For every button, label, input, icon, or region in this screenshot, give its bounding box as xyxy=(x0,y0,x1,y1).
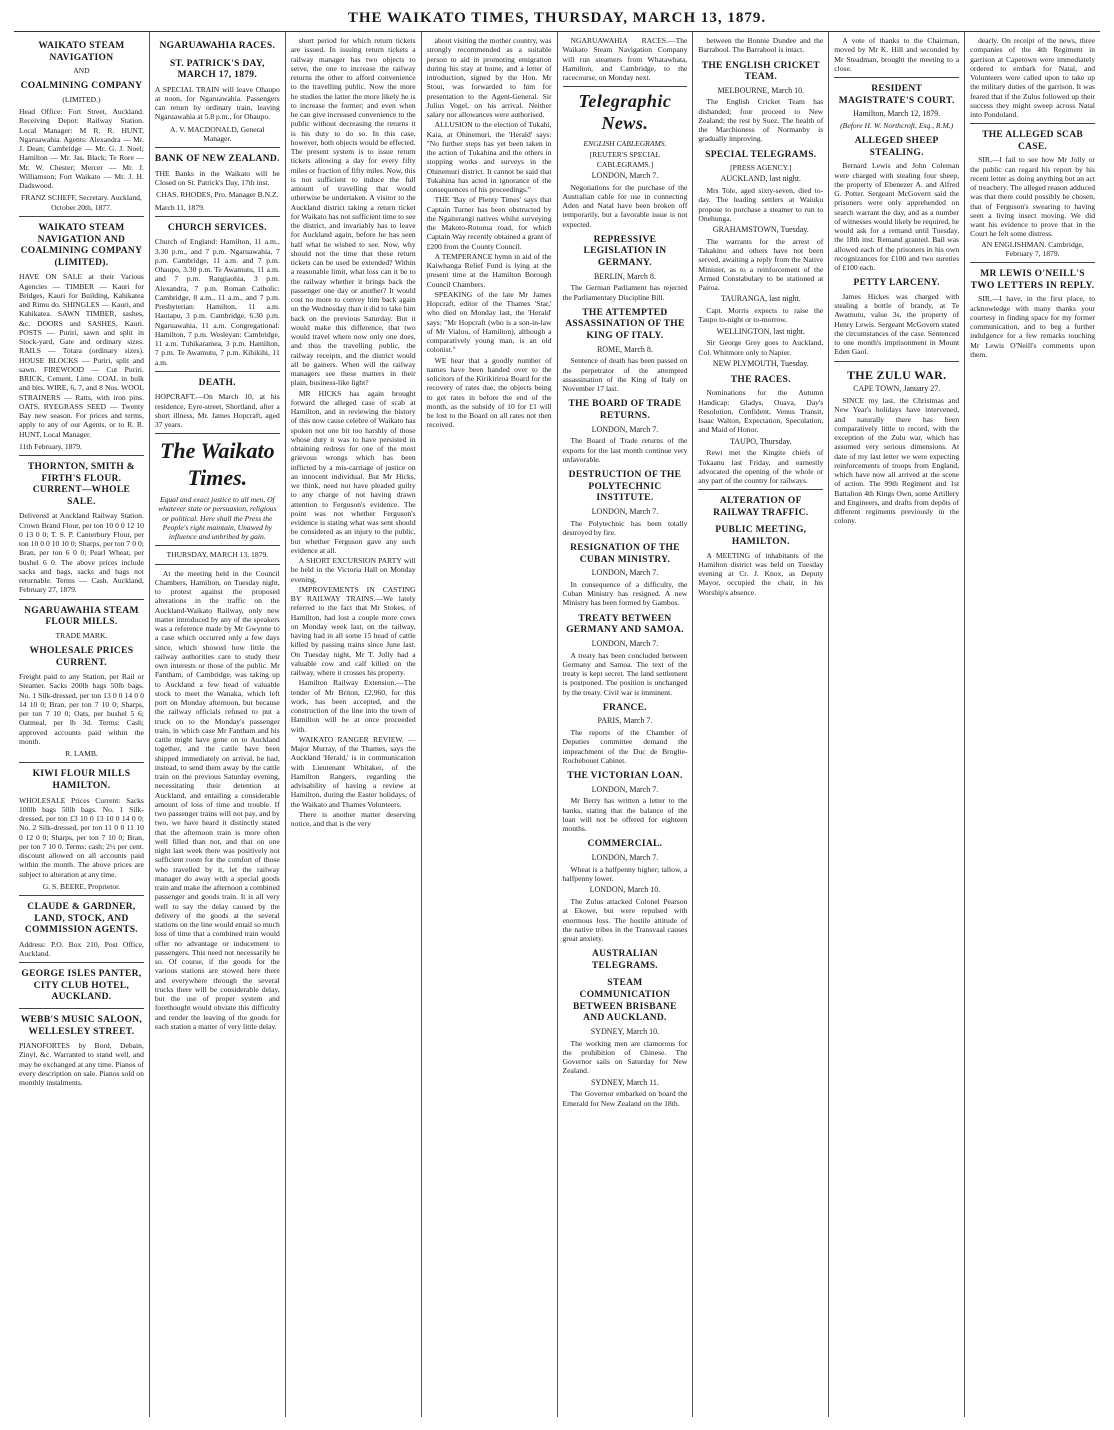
headline: THE ZULU WAR. xyxy=(847,367,947,382)
article-body: SINCE my last, the Christmas and New Year's holidays have intervened, and naturally there has been comparatively little to record, with the exception of the Zulu war, which has assumed very serious dimensions. At date of my last letter we were expecting reinforcements of troops from England, which have now all arrived at the scene of action. The 99th Regiment and 1st Battalion 4th Kings Own, some Artillery and Engineers, and drafts from depôts of different regiments previously in the colony. xyxy=(834,396,960,526)
article-body: Hamilton Railway Extension.—The tender of Mr Briton, £2,960, for this work, has been accepted, and the construction of the line into the town of Hamilton will be at once proceeded with. xyxy=(290,678,416,734)
article-body: Rewi met the Kingite chiefs of Tokaanu last Friday, and earnestly advocated the opening of the whole or any part of the country for railways. xyxy=(698,448,824,486)
article-body: ALLUSION to the election of Tukahi, Kaia, at Ohinemuri, the 'Herald' says: "No further steps has yet been taken in the action of Tukahina and the others in stopping works and surveys in the Ohinemuri district. It cannot be said that Tukahina has acted in ignorance of the consequences of his proceedings." xyxy=(426,120,552,194)
divider xyxy=(970,123,1095,124)
ad-title: WAIKATO STEAM NAVIGATION xyxy=(38,41,125,63)
ad-body: Freight paid to any Station, per Rail or Steamer. Sacks 200lb bags 50lb bags. No. 1 Silk-dressed, per ton 13 0 0 14 0 0 14 10 0; Bran, per ton 7 10 0; Sharps, per ton 7 10 0; Oats, per bushel 5 6; Oatmeal, per lb 3d. Terms: Cash; approved accounts paid within the month. xyxy=(19,672,144,746)
section-subtitle: ENGLISH CABLEGRAMS. xyxy=(583,139,667,149)
ad-title: NGARUAWAHIA STEAM FLOUR MILLS. xyxy=(24,605,139,628)
ad-body: Delivered at Auckland Railway Station. Crown Brand Flour, per ton 10 0 0 12 10 0 13 0 0; T. S. P. Canterbury Flour, per ton 10 0 0 10 10 0; Sharps, per ton 7 0 0; Bran, per ton 6 0 0; Pearl Wheat, per bushel 6 0. The above prices include sacks and bags, sacks and bags not returnable. Terms — Cash. Auckland, February 27, 1879. xyxy=(19,511,144,595)
divider xyxy=(834,77,959,78)
headline: RESIDENT MAGISTRATE'S COURT. xyxy=(838,84,955,106)
notice-title: CHURCH SERVICES. xyxy=(167,222,267,233)
divider xyxy=(19,895,144,896)
headline: THE BOARD OF TRADE RETURNS. xyxy=(568,399,682,421)
dateline: ROME, March 8. xyxy=(596,344,653,354)
divider xyxy=(155,545,280,546)
headline: THE RACES. xyxy=(730,374,791,385)
ad-and: AND xyxy=(73,66,90,76)
column-1 xyxy=(14,32,150,1417)
article-body: A treaty has been concluded between Germany and Samoa. The text of the treaty is kept secret. The land settlement is postponed. The position is unchanged by the treaty. Civil war is imminent. xyxy=(562,650,688,697)
article-body: Sir George Grey goes to Auckland, Col. Whitmore only to Napier. xyxy=(698,338,824,357)
notice-title: NGARUAWAHIA RACES. xyxy=(159,41,276,51)
article-body: James Hickes was charged with stealing a bottle of brandy, at Te Awamutu, value 3s, the property of Henry Lewis. Sergeant McGovern stated the circumstances of the case. Sentenced to one month's imprisonment in Mount Eden Gaol. xyxy=(834,291,960,357)
headline: DESTRUCTION OF THE POLYTECHNIC INSTITUTE. xyxy=(568,470,682,504)
article-body: The English Cricket Team has disbanded; four proceed to New Zealand; the rest by Suez. The health of the Marchioness of Normanby is gradually improving. xyxy=(698,97,824,144)
ad-heading: WHOLESALE PRICES CURRENT. xyxy=(29,646,134,668)
ad-body: Address: P.O. Box 210, Post Office, Auckland. xyxy=(19,939,144,959)
court-note: (Before H. W. Northcroft, Esq., R.M.) xyxy=(840,120,954,130)
source-note: [PRESS AGENCY.] xyxy=(730,163,792,173)
headline: AUSTRALIAN TELEGRAMS. xyxy=(591,949,658,971)
divider xyxy=(155,433,280,434)
article-body: MR HICKS has again brought forward the alleged case of scab at Hamilton, and in reviewing the history of this now cause celebre of Waikato has spoken not one bit too harshly of those whose duty it was to have persisted in obtaining redress for one of the most grievous wrongs which has been inflicted by a mis-carriage of justice on an innocent individual. But Mr Hicks, we think, need not have pleaded guilty to any charge of not having drawn attention to Ferguson's evidence. The point was not whether Ferguson's evidence is stating what was sent should be considered as an injury to the public, but whether Ferguson gave any such evidence at all. xyxy=(290,388,416,555)
article-body: At the meeting held in the Council Chambers, Hamilton, on Tuesday night, to protest against the proposed alterations in the traffic on the Auckland-Waikato Railway, only new matter introduced by any of the speakers was a reference made by Mr Gwynne to a case which occurred only a few days since, which showed how little the railway authorities care to study their own interests or those of the public. Mr Fantham, of Cambridge, was taking up to Auckland a few head of valuable stock to meet the Wanaka, which left port on Monday afternoon, but because the railway officials refused to put a truck on to the Monday's passenger train, in which case Mr Fantham and his cattle might have gone on to Auckland together, and the cattle have been shipped immediately on arrival, he had, instead, to send them away by the cattle train on the previous Saturday evening, necessitating their detention at Auckland, and entailing a considerable amount of loss of time and trouble. If two passenger trains will not pay, and by two, we have heard it distinctly stated that the afternoon train is more often well filled than not, and that on one night last week there was positively not sufficient room for the comfort of those who travelled by it, let the railway manager do away with a special goods train and make the afternoon a combined passenger and goods train. It is all very well to say the delay caused by the delivery of the goods at the several stations on the line would entail so much loss of time that a combined train would offer no advantage or inducement to passengers. This need not necessarily be so. Of course, if the goods for the various stations are stowed here there and everywhere through the several trucks there will be considerable delay, but the use of proper system and forethought would obviate this difficulty and render the leaving of the goods for each station a matter of very little delay. xyxy=(154,568,280,1031)
article-body: A vote of thanks to the Chairman, moved by Mr K. Hill and seconded by Mr Steadman, brought the meeting to a close. xyxy=(834,36,960,73)
ad-body: PIANOFORTES by Bord, Debain, Zinyl, &c. Warranted to stand well, and may be exchanged at any time. Pianos of every description on sale. Pianos sold on monthly instalments. xyxy=(19,1041,144,1088)
notice-title: BANK OF NEW ZEALAND. xyxy=(154,154,280,165)
column-5 xyxy=(558,32,694,1417)
ad-title: GEORGE ISLES PANTER, CITY CLUB HOTEL, AUCKLAND. xyxy=(21,969,142,1003)
column-4 xyxy=(422,32,558,1417)
divider xyxy=(970,262,1095,263)
article-body: Mr Berry has written a letter to the banks, stating that the balance of the loan will not be offered for eighteen months. xyxy=(562,796,688,834)
divider xyxy=(19,216,144,217)
headline: ALLEGED SHEEP STEALING. xyxy=(854,136,939,158)
article-body: There is another matter deserving notice, and that is the very xyxy=(290,809,416,828)
headline: COMMERCIAL. xyxy=(587,839,663,850)
article-body: The Board of Trade returns of the exports for the last month continue very unfavorable. xyxy=(562,436,688,464)
dateline: SYDNEY, March 10. xyxy=(590,1026,660,1036)
notice-body: A SPECIAL TRAIN will leave Ohaupo at noon, for Ngaruawahia. Passengers can return by ordinary train, leaving Ngaruawahia at 5.8 p.m., for Ohaupo. xyxy=(154,84,280,122)
headline: SPECIAL TELEGRAMS. xyxy=(705,149,817,160)
ad-signature: G. S. BEERE, Proprietor. xyxy=(42,881,121,891)
headline: THE ENGLISH CRICKET TEAM. xyxy=(701,60,820,83)
headline: THE ALLEGED SCAB CASE. xyxy=(982,130,1083,152)
article-body: WAIKATO RANGER REVIEW. — Major Murray, of the Thames, says the Auckland 'Herald,' is in communication with Lieutenant Whitaker, of the Hamilton Rangers, regarding the advisability of having a review at Hamilton, during the Easter holidays, of the Waikato and Thames Volunteers. xyxy=(290,734,416,809)
ad-title: KIWI FLOUR MILLS HAMILTON. xyxy=(32,769,131,791)
headline: STEAM COMMUNICATION BETWEEN BRISBANE AND AUCKLAND. xyxy=(573,978,677,1024)
source-note: [REUTER'S SPECIAL CABLEGRAMS.] xyxy=(589,150,661,169)
ad-title: THORNTON, SMITH & FIRTH'S FLOUR. CURRENT—WHOLE SALE. xyxy=(27,462,135,507)
masthead: THE WAIKATO TIMES, THURSDAY, MARCH 13, 1879. xyxy=(14,10,1100,32)
article-body: IMPROVEMENTS IN CASTING BY RAILWAY TRAINS.—We lately referred to the fact that Mr Stokes, of Hamilton, had lost a couple more cows on Monday week last, on the railway, having had in all some 15 head of cattle killed by passing trains since June last. On Tuesday night, Mr T. Jolly had a valuable cow and calf killed on the railway, where it crosses his property. xyxy=(290,584,416,677)
article-body: The German Parliament has rejected the Parliamentary Discipline Bill. xyxy=(562,283,688,302)
divider xyxy=(19,962,144,963)
paper-date: THURSDAY, MARCH 13, 1879. xyxy=(166,550,269,560)
ad-title-2: COALMINING COMPANY xyxy=(20,81,143,92)
column-3 xyxy=(286,32,422,1417)
column-7 xyxy=(829,32,965,1417)
article-body: SIR,—I have, in the first place, to acknowledge with many thanks your courtesy in finding space for my former communication, and to beg a further indulgence for a few remarks touching Mr Lewis O'Neill's comments upon them. xyxy=(970,294,1095,359)
article-body: Negotiations for the purchase of the Australian cable for use in connecting Aden and Natal have been broken off temporarily, but a favorable issue is not expected. xyxy=(562,182,688,229)
dateline: LONDON, March 7. xyxy=(591,638,659,648)
dateline: TAUPO, Thursday. xyxy=(730,436,792,446)
trade-mark: TRADE MARK. xyxy=(55,630,108,640)
divider xyxy=(155,216,280,217)
headline: RESIGNATION OF THE CUBAN MINISTRY. xyxy=(570,543,680,565)
dateline: GRAHAMSTOWN, Tuesday. xyxy=(712,225,809,235)
article-body: about visiting the mother country, was strongly recommended as a suitable person to aid in promoting emigration during his stay at home, and a letter of introduction, signed by the Hon. Mr Stout, was forwarded to him for presentation to the Agent-General. Sir Julius Vogel, on his arrival. Neither salary nor allowances were authorised. xyxy=(426,36,552,119)
dateline: LONDON, March 7. xyxy=(591,784,659,794)
article-body: Mrs Tole, aged sixty-seven, died to-day. The leading settlers at Waiuku propose to purchase a steamer to run to Onehunga. xyxy=(698,186,824,223)
notice-title: DEATH. xyxy=(198,377,236,388)
dateline: BERLIN, March 8. xyxy=(594,271,656,281)
notice-body: HOPCRAFT.—On March 10, at his residence, Eyre-street, Shortland, after a short illness, Mr. James Hopcraft, aged 37 years. xyxy=(154,392,280,430)
headline: ALTERATION OF RAILWAY TRAFFIC. xyxy=(713,496,809,518)
article-body: dearly. On receipt of the news, three companies of the 4th Regiment in garrison at Capetown were immediately ordered to embark for Natal, and Volunteers were called upon to take up the military duties of the garrison. It was feared that if the Zulus followed up their success they might sweep across Natal into Pondoland. xyxy=(970,36,1095,119)
divider xyxy=(19,762,144,763)
headline: MR LEWIS O'NEILL'S TWO LETTERS IN REPLY. xyxy=(970,269,1095,291)
dateline: LONDON, March 10. xyxy=(589,885,661,895)
article-body: short period for which return tickets are issued. In issuing return tickets a railway manager has two objects to serve, the one to increase the railway returns the other to afford convenience to the travelling public. Now the more he studies the latter the more likely he is to increase the former; and even when he can give increased convenience to the public without decreasing the returns it is his duty to do so. In this case, however, both objects would be effected. The present system is to issue return tickets allowing a day for every fifty miles or fraction of fifty miles. Now, this is not sufficient to induce the full amount of travelling that would otherwise be undertaken. A visitor to the Auckland district taking a return ticket for Waikato has not sufficient time to see the district, and invariably has to leave for Auckland again, before he has seen half what he wished to see. Now, why should not the time that these return tickets can be used be extended? Within a reasonable limit, what loss can it be to the railway whether it brings back the passenger one day or another? It would cost no more to convey him back again on the Wednesday than it did to take him back on the previous Saturday. But it would make this difference, that two would travel where now only one does, and thus the travelling public, the railway receipts, and the district would all be gainers. When will the railway managers see these matters in their plain, business-like light? xyxy=(290,36,416,388)
ad-date: 11th February, 1879. xyxy=(19,441,82,451)
article-body: The working men are clamorous for the prohibition of Chinese. The Governor sails on Saturday for New Zealand. xyxy=(562,1038,688,1076)
divider xyxy=(155,564,280,565)
column-2 xyxy=(150,32,286,1417)
headline: THE ATTEMPTED ASSASSINATION OF THE KING OF ITALY. xyxy=(565,307,685,342)
ad-title: WAIKATO STEAM NAVIGATION AND COALMINING COMPANY (LIMITED). xyxy=(20,222,143,268)
notice-body: Church of England: Hamilton, 11 a.m., 3.30 p.m., and 7 p.m. Ngaruawahia, 7 p.m. Cambridge, 11 a.m. and 7 p.m. Ohaupo, 3.30 p.m. Te Awamutu, 11 a.m. and 7 p.m. Rangiaohia, 3 p.m. Alexandra, 7 p.m. Roman Catholic: Cambridge, 8 a.m., 11 a.m., and 7 p.m. Presbyterian: Hamilton, 11 a.m. Hautapu, 3 p.m. Cambridge, 6.30 p.m. Ngaruawahia, 11 a.m. Congregational: Hamilton, 7 p.m. Wesleyan: Cambridge, 11 a.m. Tuhikaramea, 3 p.m. Hamilton, 7 p.m. Te Awamutu, 7 p.m. Kihikihi, 11 a.m. xyxy=(154,237,280,367)
article-body: Sentence of death has been passed on the perpetrator of the attempted assassination of the King of Italy on November 17 last. xyxy=(562,356,688,394)
section-title: Telegraphic News. xyxy=(578,91,672,134)
article-body: SIR,—I fail to see how Mr Jolly or the public can regard his report by his recent letter as doing anything but an act of treachery. The alleged reason adduced was that there could possibly be chosen, that of Ferguson's swearing to having seen a living insect moving. We did want his evidence to prove that in the Court he felt some distress. xyxy=(970,155,1095,239)
article-body: THE 'Bay of Plenty Times' says that Captain Turner has been obstructed by the Ngaiterangi natives whilst surveying the Makoto-Rotorua road, for which Captain Way recently obtained a grant of £200 from the County Council. xyxy=(426,195,552,251)
column-8 xyxy=(965,32,1100,1417)
divider xyxy=(155,371,280,372)
dateline: TAURANGA, last night. xyxy=(720,294,801,304)
article-body: between the Bonnie Dundee and the Barrabool. The Barrabool is intact. xyxy=(698,36,824,55)
article-body: Nominations for the Autumn Handicap: Gladys, Ouava, Day's Resolution, Confident, Venus Transit, Isaac Walton, Expectation, Speculation, and Maid of Honor. xyxy=(698,388,824,435)
ad-limited: (LIMITED.) xyxy=(62,94,101,104)
headline: REPRESSIVE LEGISLATION IN GERMANY. xyxy=(583,234,667,269)
article-body: Bernard Lewis and John Coleman were charged with stealing four sheep, the property of Ebenezer A. and Alfred G. Potter. Sergeant McGovern said the prisoners were only apprehended on search warrant the day, and as a number of witnesses would likely be required, he would ask for a remand until Tuesday, the 18th inst. Remand granted. Bail was allowed each of the prisoners in his own recognizances for £100 and two sureties of £100 each. xyxy=(834,161,960,273)
article-body: SPEAKING of the late Mr James Hopcraft, editor of the Thames 'Star,' who died on Monday last, the 'Herald' says: "Mr Hopcraft (who is a son-in-law of Mr Vialou, of Hamilton), although a comparatively young man, is an old colonist." xyxy=(426,289,552,355)
paper-motto: Equal and exact justice to all men, Of whatever state or persuasion, religious or political. Here shall the Press the People's right maintain, Unawed by influence and unbribed by gain. xyxy=(158,495,277,542)
article-body: WE hear that a goodly number of names have been handed over to the solicitors of the Kirikiriroa Board for the recovery of rates due, the objects being to get rates in before the end of the month, as the subsidy of 10 for £1 will be lost to the Board on all rates not then received. xyxy=(426,355,552,430)
article-body: Capt. Morris expects to raise the Taupo to-night or to-morrow. xyxy=(698,306,824,325)
dateline: MELBOURNE, March 10. xyxy=(717,85,805,95)
article-body: The reports of the Chamber of Deputies committee demand the impeachment of the Duc de Broglie-Rochebouet Cabinet. xyxy=(562,728,688,765)
ad-body: Head Office: Fort Street, Auckland. Receiving Depot: Railway Station. Local Manager: M R. R. HUNT, Ngaruawahia. Agents: Alexandra — Mr. J. Dean; Cambridge — Mr. G. J. Noel; Hamilton — Mr. Jas. Black; Te Rore — Mr. W. Chester; Mercer — Mr. J. Williamson; Fort Waikato — Mr. J. H. Dadswood. xyxy=(19,107,144,191)
article-body: A TEMPERANCE hymn in aid of the Kaiwhanga Relief Fund is lying at the present time at the Hamilton Borough Council Chambers. xyxy=(426,251,552,289)
divider xyxy=(834,361,959,362)
divider xyxy=(19,455,144,456)
ad-body: HAVE ON SALE at their Various Agencies — TIMBER — Kauri for Bridges, Kauri for Building, Kahikatea and Rimu do. SHINGLES — Kauri, and Kahikatea. SAWN TIMBER, sashes, &c. DOORS and SASHES, Kauri. POSTS — Puriri, sawn and split in Stock-yard, Gate and ordinary sizes. RAILS — Totara (ordinary sizes). HOUSE BLOCKS — Puriri, split and sawn. FIREWOOD — Cut Puriri. BRICK, Cement, Lime. COAL in bulk and bits. WIRE, 6, 7, and 8 Nos. WOOL STRAINERS — Ratts, with iron pins. OATS. RYEGRASS SEED — Twenty Bay new season. For prices and terms, apply to any of our Agents, or to R. R. HUNT, Local Manager. xyxy=(19,272,144,439)
dateline: Hamilton, March 12, 1879. xyxy=(853,109,941,119)
dateline: LONDON, March 7. xyxy=(591,170,659,180)
article-body: The warrants for the arrest of Takakino and others have not been served, awaiting a reply from the Native Minister, as to a reinforcement of the Armed Constabulary to be stationed at Pairoa. xyxy=(698,236,824,293)
notice-subtitle: ST. PATRICK'S DAY, MARCH 17, 1879. xyxy=(169,58,265,81)
headline: PUBLIC MEETING, HAMILTON. xyxy=(715,525,807,548)
article-body: The Zulus attacked Colonel Pearson at Ekowe, but were repulsed with enormous loss. The hostile attitude of the native tribes in the Transvaal causes great anxiety. xyxy=(562,897,688,944)
headline: FRANCE. xyxy=(602,702,647,713)
divider xyxy=(563,86,688,87)
dateline: PARIS, March 7. xyxy=(597,716,653,726)
notice-body: THE Banks in the Waikato will be Closed on St. Patrick's Day, 17th inst. xyxy=(154,168,280,188)
divider xyxy=(19,1008,144,1009)
dateline: LONDON, March 7. xyxy=(591,853,659,863)
ad-signature: FRANZ SCHEFF, Secretary. Auckland, October 20th, 1877. xyxy=(21,193,142,212)
article-body: NGARUAWAHIA RACES.—The Waikato Steam Navigation Company will run steamers from Whatawhata, Hamilton, and Cambridge, to the racecourse, on Monday next. xyxy=(562,36,688,82)
letter-signature: AN ENGLISHMAN. Cambridge, February 7, 1879. xyxy=(981,239,1084,258)
article-body: A MEETING of inhabitants of the Hamilton district was held on Tuesday evening at Cr. J. Knox, as Deputy Mayor, occupied the chair, in his Worship's absence. xyxy=(698,550,824,597)
article-body: A SHORT EXCURSION PARTY will be held in the Victoria Hall on Monday evening. xyxy=(290,556,416,584)
dateline: NEW PLYMOUTH, Tuesday. xyxy=(712,358,809,368)
headline: TREATY BETWEEN GERMANY AND SAMOA. xyxy=(566,613,684,636)
dateline: LONDON, March 7. xyxy=(591,424,659,434)
dateline: AUCKLAND, last night. xyxy=(720,174,802,184)
article-body: The Governor embarked on board the Emerald for New Zealand on the 18th. xyxy=(562,1089,688,1108)
ad-body: WHOLESALE Prices Current: Sacks 100lb bags 50lb bags. No. 1 Silk-dressed, per ton £3 10 0 13 10 0 14 0 0; No. 2 Silk-dressed, per ton 11 0 0 11 10 0 12 0 0; Sharps, per ton 7 10 0; Bran, per ton 7 10 0. Terms: cash; 2½ per cent. discount allowed on all accounts paid within the month. The above prices are subject to alteration at any time. xyxy=(19,795,144,879)
article-body: Wheat is a halfpenny higher; tallow, a halfpenny lower. xyxy=(562,864,688,884)
ad-title: WEBB'S MUSIC SALOON, WELLESLEY STREET. xyxy=(20,1015,143,1037)
ad-signature: R. LAMB. xyxy=(65,749,98,759)
divider xyxy=(155,147,280,148)
dateline: LONDON, March 7. xyxy=(591,506,659,516)
notice-date: March 11, 1879. xyxy=(154,202,205,212)
dateline: LONDON, March 7. xyxy=(591,568,659,578)
columns xyxy=(14,32,1100,1417)
divider xyxy=(19,599,144,600)
headline: THE VICTORIAN LOAN. xyxy=(567,771,683,782)
ad-title: CLAUDE & GARDNER, LAND, STOCK, AND COMMISSION AGENTS. xyxy=(24,902,138,936)
dateline: WELLINGTON, last night. xyxy=(716,326,805,336)
notice-signature: A. V. MACDONALD, General Manager. xyxy=(169,124,265,143)
paper-title: The Waikato Times. xyxy=(159,438,275,491)
dateline: SYDNEY, March 11. xyxy=(590,1077,659,1087)
article-body: The Polytechnic has been totally destroyed by fire. xyxy=(562,518,688,537)
divider xyxy=(698,489,823,490)
headline: PETTY LARCENY. xyxy=(853,278,940,289)
notice-signature: CHAS. RHODES, Pro. Manager B.N.Z. xyxy=(156,190,279,200)
dateline: CAPE TOWN, January 27. xyxy=(853,384,941,394)
column-6 xyxy=(693,32,829,1417)
article-body: In consequence of a difficulty, the Cuban Ministry has resigned. A new Ministry has been formed by Gambos. xyxy=(562,579,688,608)
